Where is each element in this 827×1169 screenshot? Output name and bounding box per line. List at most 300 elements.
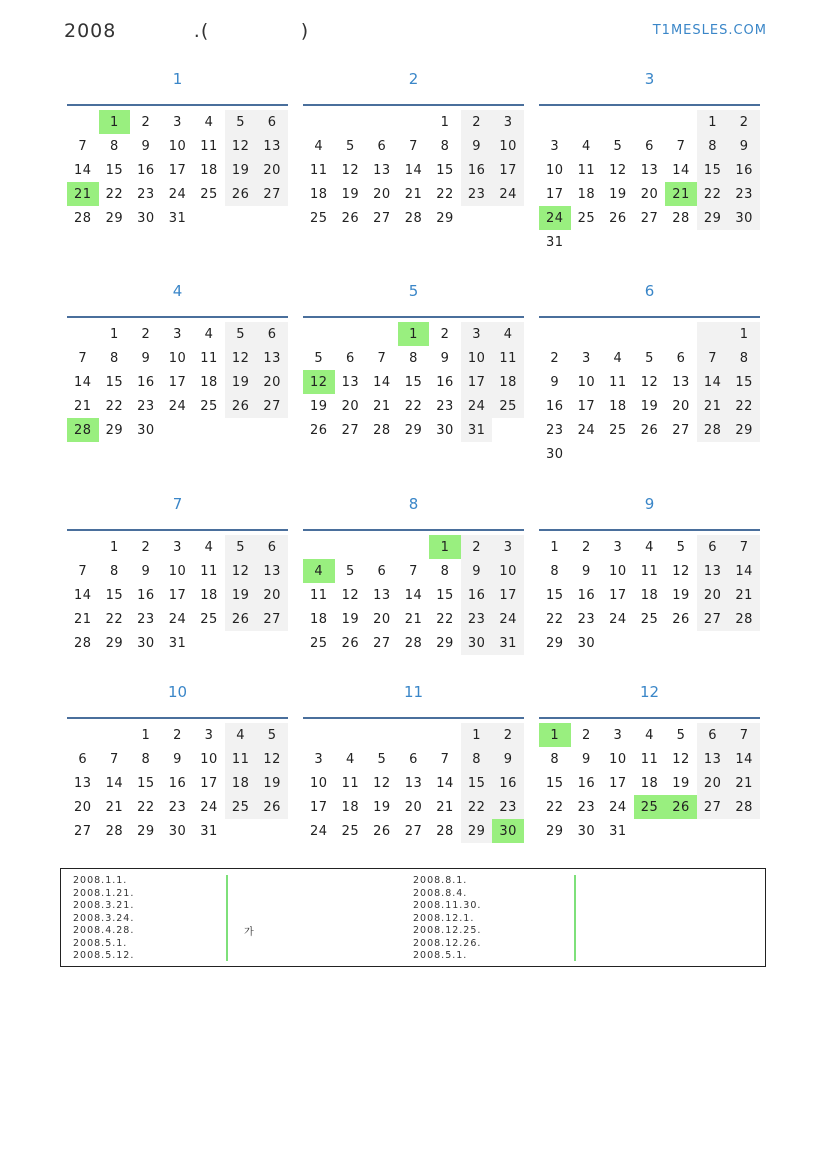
day-cell: 16	[461, 158, 493, 182]
day-cell: 30	[546, 446, 564, 462]
day-cell: 14	[672, 162, 690, 178]
day-cell: 16	[168, 775, 187, 791]
day-cell: 31	[168, 635, 187, 651]
day-cell: 5	[377, 751, 387, 767]
day-cell: 17	[168, 374, 187, 390]
day-cell: 28	[404, 635, 423, 651]
day-cell: 24	[200, 799, 218, 815]
empty-cell	[398, 110, 430, 134]
note-date: 2008.12.26.	[413, 937, 482, 949]
day-cell: 10	[168, 138, 187, 154]
day-cell: 30	[577, 635, 596, 651]
day-cell: 5	[256, 723, 288, 747]
day-cell: 19	[672, 587, 690, 603]
day-cell: 31	[200, 823, 218, 839]
day-cell: 17	[310, 799, 328, 815]
month-title: 11	[403, 683, 424, 701]
month-2	[303, 70, 524, 230]
day-cell: 5	[345, 563, 355, 579]
day-cell: 5	[613, 138, 623, 154]
week-row	[303, 110, 524, 134]
day-cell: 15	[436, 162, 454, 178]
day-cell: 2	[581, 539, 591, 555]
notes-middle-text: 가	[244, 927, 254, 938]
empty-cell	[728, 442, 760, 466]
week-row	[539, 583, 760, 607]
day-cell: 19	[341, 186, 360, 202]
day-cell: 9	[728, 134, 760, 158]
day-cell: 27	[341, 422, 360, 438]
day-cell: 21	[728, 771, 760, 795]
day-cell: 5	[676, 539, 686, 555]
week-row	[303, 723, 524, 747]
week-row	[303, 182, 524, 206]
empty-cell	[303, 535, 335, 559]
month-11	[303, 683, 524, 843]
week-row	[539, 723, 760, 747]
day-cell: 28	[436, 823, 454, 839]
day-cell: 1	[440, 114, 450, 130]
day-cell: 11	[310, 587, 328, 603]
day-cell: 17	[546, 186, 564, 202]
day-cell: 2	[440, 326, 450, 342]
day-cell: 11	[341, 775, 360, 791]
day-cell: 11	[225, 747, 257, 771]
day-cell: 30	[436, 422, 454, 438]
day-cell: 29	[105, 210, 124, 226]
day-cell: 25	[341, 823, 360, 839]
day-cell: 21	[697, 394, 729, 418]
day-cell: 16	[577, 775, 596, 791]
day-cell: 22	[436, 611, 454, 627]
day-cell: 1	[398, 322, 430, 346]
day-cell: 20	[373, 611, 391, 627]
day-cell: 27	[256, 394, 288, 418]
day-cell: 25	[200, 611, 218, 627]
day-cell: 11	[200, 350, 218, 366]
day-cell: 1	[697, 110, 729, 134]
day-cell: 7	[409, 138, 418, 154]
day-cell: 10	[609, 751, 627, 767]
day-cell: 12	[672, 563, 690, 579]
week-row	[303, 535, 524, 559]
week-row	[303, 607, 524, 631]
day-cell: 31	[492, 631, 524, 655]
day-cell: 3	[613, 539, 623, 555]
day-cell: 21	[74, 611, 92, 627]
day-cell: 29	[697, 206, 729, 230]
day-cell: 26	[640, 422, 659, 438]
month-9	[539, 495, 760, 655]
month-5	[303, 282, 524, 442]
day-cell: 18	[200, 374, 218, 390]
empty-cell	[193, 631, 225, 655]
empty-cell	[492, 206, 524, 230]
day-cell: 13	[404, 775, 423, 791]
day-cell: 31	[461, 418, 493, 442]
day-cell: 15	[728, 370, 760, 394]
day-cell: 26	[256, 795, 288, 819]
week-row	[67, 771, 288, 795]
day-cell: 15	[105, 587, 124, 603]
empty-cell	[67, 723, 99, 747]
day-cell: 21	[74, 398, 92, 414]
day-cell: 1	[109, 539, 119, 555]
day-cell: 14	[404, 162, 423, 178]
day-cell: 13	[341, 374, 360, 390]
note-date: 2008.5.1.	[73, 937, 128, 949]
day-cell: 18	[200, 587, 218, 603]
day-cell: 3	[581, 350, 591, 366]
week-row	[303, 370, 524, 394]
empty-cell	[665, 442, 697, 466]
day-cell: 28	[404, 210, 423, 226]
day-cell: 17	[609, 775, 627, 791]
note-date: 2008.11.30.	[413, 900, 482, 911]
day-cell: 9	[141, 350, 151, 366]
day-cell: 6	[256, 110, 288, 134]
holiday-notes-box	[60, 868, 766, 967]
month-rule	[303, 529, 524, 531]
day-cell: 17	[609, 587, 627, 603]
day-cell: 19	[225, 370, 257, 394]
week-row	[539, 322, 760, 346]
month-title: 4	[172, 282, 183, 300]
day-cell: 2	[581, 727, 591, 743]
month-rule	[303, 717, 524, 719]
day-cell: 18	[492, 370, 524, 394]
month-rule	[67, 717, 288, 719]
day-cell: 7	[78, 138, 88, 154]
day-cell: 22	[105, 611, 124, 627]
week-row	[67, 631, 288, 655]
day-cell: 8	[697, 134, 729, 158]
day-cell: 15	[546, 587, 564, 603]
day-cell: 6	[409, 751, 418, 767]
empty-cell	[697, 819, 729, 843]
empty-cell	[728, 230, 760, 254]
brand-logo-text[interactable]: T1MESLES.COM	[652, 23, 767, 38]
day-cell: 18	[310, 186, 328, 202]
day-cell: 21	[728, 583, 760, 607]
day-cell: 18	[577, 186, 596, 202]
empty-cell	[366, 723, 398, 747]
day-cell: 4	[613, 350, 623, 366]
empty-cell	[366, 535, 398, 559]
day-cell: 1	[429, 535, 461, 559]
month-rule	[539, 529, 760, 531]
empty-cell	[634, 230, 666, 254]
day-cell: 8	[550, 751, 560, 767]
day-cell: 30	[168, 823, 187, 839]
day-cell: 15	[404, 374, 423, 390]
day-cell: 12	[672, 751, 690, 767]
week-row	[539, 771, 760, 795]
empty-cell	[571, 110, 603, 134]
day-cell: 30	[577, 823, 596, 839]
day-cell: 6	[697, 723, 729, 747]
month-title: 10	[167, 683, 188, 701]
day-cell: 30	[461, 631, 493, 655]
day-cell: 9	[581, 563, 591, 579]
day-cell: 10	[546, 162, 564, 178]
empty-cell	[366, 322, 398, 346]
day-cell: 6	[676, 350, 686, 366]
month-title: 7	[172, 495, 183, 513]
day-cell: 21	[404, 611, 423, 627]
week-row	[539, 158, 760, 182]
day-cell: 26	[341, 210, 360, 226]
day-cell: 22	[697, 182, 729, 206]
day-cell: 28	[105, 823, 124, 839]
day-cell: 20	[672, 398, 690, 414]
day-cell: 10	[492, 559, 524, 583]
day-cell: 17	[492, 583, 524, 607]
day-cell: 10	[461, 346, 493, 370]
day-cell: 29	[436, 635, 454, 651]
month-6	[539, 282, 760, 466]
day-cell: 8	[440, 138, 450, 154]
month-title: 5	[408, 282, 419, 300]
day-cell: 19	[341, 611, 360, 627]
empty-cell	[303, 110, 335, 134]
day-cell: 26	[310, 422, 328, 438]
day-cell: 16	[577, 587, 596, 603]
empty-cell	[256, 206, 288, 230]
day-cell: 8	[141, 751, 151, 767]
day-cell: 27	[640, 210, 659, 226]
day-cell: 29	[461, 819, 493, 843]
day-cell: 15	[105, 162, 124, 178]
day-cell: 1	[99, 110, 131, 134]
day-cell: 24	[168, 398, 187, 414]
day-cell: 5	[345, 138, 355, 154]
day-cell: 1	[728, 322, 760, 346]
week-row	[539, 346, 760, 370]
day-cell: 29	[546, 635, 564, 651]
day-cell: 1	[550, 539, 560, 555]
day-cell: 17	[492, 158, 524, 182]
day-cell: 12	[225, 559, 257, 583]
day-cell: 13	[373, 162, 391, 178]
day-cell: 15	[461, 771, 493, 795]
day-cell: 7	[109, 751, 119, 767]
day-cell: 1	[539, 723, 571, 747]
week-row	[67, 134, 288, 158]
day-cell: 6	[78, 751, 88, 767]
empty-cell	[665, 631, 697, 655]
empty-cell	[634, 322, 666, 346]
day-cell: 28	[74, 210, 92, 226]
week-row	[303, 134, 524, 158]
empty-cell	[728, 631, 760, 655]
empty-cell	[256, 418, 288, 442]
week-row	[303, 771, 524, 795]
day-cell: 7	[728, 535, 760, 559]
day-cell: 4	[645, 727, 654, 743]
day-cell: 13	[256, 346, 288, 370]
day-cell: 3	[204, 727, 214, 743]
day-cell: 21	[665, 182, 697, 206]
day-cell: 5	[225, 110, 257, 134]
day-cell: 20	[404, 799, 423, 815]
week-row	[303, 206, 524, 230]
day-cell: 25	[634, 795, 666, 819]
day-cell: 1	[461, 723, 493, 747]
day-cell: 4	[645, 539, 654, 555]
month-7	[67, 495, 288, 655]
note-date: 2008.1.21.	[73, 887, 135, 899]
empty-cell	[67, 322, 99, 346]
day-cell: 2	[173, 727, 182, 743]
month-3	[539, 70, 760, 254]
empty-cell	[665, 322, 697, 346]
day-cell: 30	[492, 819, 524, 843]
day-cell: 16	[436, 374, 454, 390]
day-cell: 28	[697, 418, 729, 442]
day-cell: 5	[225, 322, 257, 346]
day-cell: 27	[672, 422, 690, 438]
empty-cell	[225, 631, 257, 655]
month-title: 1	[172, 70, 183, 88]
empty-cell	[67, 110, 99, 134]
week-row	[539, 795, 760, 819]
day-cell: 26	[225, 607, 257, 631]
day-cell: 2	[492, 723, 524, 747]
day-cell: 7	[78, 563, 88, 579]
day-cell: 10	[310, 775, 328, 791]
day-cell: 23	[461, 182, 493, 206]
week-row	[539, 230, 760, 254]
day-cell: 13	[697, 747, 729, 771]
day-cell: 4	[345, 751, 355, 767]
day-cell: 27	[373, 210, 391, 226]
day-cell: 17	[577, 398, 596, 414]
month-title: 3	[644, 70, 655, 88]
note-date: 2008.12.1.	[413, 912, 475, 924]
week-row	[67, 394, 288, 418]
day-cell: 8	[109, 563, 119, 579]
day-cell: 3	[314, 751, 324, 767]
day-cell: 6	[377, 138, 387, 154]
empty-cell	[225, 819, 257, 843]
day-cell: 23	[546, 422, 564, 438]
day-cell: 9	[550, 374, 560, 390]
day-cell: 14	[74, 374, 92, 390]
day-cell: 3	[461, 322, 493, 346]
day-cell: 28	[373, 422, 391, 438]
day-cell: 25	[640, 611, 659, 627]
day-cell: 25	[577, 210, 596, 226]
week-row	[67, 322, 288, 346]
day-cell: 4	[314, 138, 324, 154]
day-cell: 6	[256, 322, 288, 346]
day-cell: 9	[581, 751, 591, 767]
note-date: 2008.8.1.	[413, 875, 468, 886]
day-cell: 8	[109, 138, 119, 154]
note-date: 2008.4.28.	[73, 925, 135, 936]
week-row	[67, 182, 288, 206]
week-row	[67, 535, 288, 559]
day-cell: 26	[341, 635, 360, 651]
page-title: 2008 .( )	[64, 20, 310, 42]
day-cell: 14	[728, 559, 760, 583]
day-cell: 22	[105, 398, 124, 414]
day-cell: 7	[377, 350, 387, 366]
day-cell: 23	[577, 611, 596, 627]
day-cell: 15	[105, 374, 124, 390]
day-cell: 24	[492, 182, 524, 206]
empty-cell	[571, 442, 603, 466]
day-cell: 22	[461, 795, 493, 819]
empty-cell	[634, 631, 666, 655]
day-cell: 7	[676, 138, 686, 154]
day-cell: 27	[697, 607, 729, 631]
day-cell: 14	[105, 775, 124, 791]
day-cell: 23	[461, 607, 493, 631]
day-cell: 27	[256, 607, 288, 631]
day-cell: 26	[672, 611, 690, 627]
day-cell: 4	[303, 559, 335, 583]
note-date: 2008.12.25.	[413, 925, 482, 936]
day-cell: 9	[141, 138, 151, 154]
day-cell: 3	[173, 539, 182, 555]
week-row	[303, 819, 524, 843]
day-cell: 20	[74, 799, 92, 815]
week-row	[67, 206, 288, 230]
day-cell: 3	[173, 326, 182, 342]
day-cell: 2	[141, 326, 151, 342]
day-cell: 19	[225, 158, 257, 182]
week-row	[67, 795, 288, 819]
day-cell: 8	[409, 350, 418, 366]
empty-cell	[335, 110, 367, 134]
day-cell: 20	[640, 186, 659, 202]
day-cell: 12	[256, 747, 288, 771]
day-cell: 10	[200, 751, 218, 767]
day-cell: 20	[256, 370, 288, 394]
day-cell: 18	[341, 799, 360, 815]
day-cell: 22	[436, 186, 454, 202]
day-cell: 22	[546, 611, 564, 627]
day-cell: 24	[609, 799, 627, 815]
day-cell: 16	[137, 162, 155, 178]
day-cell: 8	[109, 350, 119, 366]
day-cell: 23	[492, 795, 524, 819]
day-cell: 9	[141, 563, 151, 579]
day-cell: 2	[461, 535, 493, 559]
day-cell: 19	[609, 186, 627, 202]
day-cell: 4	[204, 539, 214, 555]
day-cell: 30	[728, 206, 760, 230]
empty-cell	[539, 322, 571, 346]
day-cell: 26	[609, 210, 627, 226]
day-cell: 16	[492, 771, 524, 795]
week-row	[303, 346, 524, 370]
day-cell: 21	[105, 799, 124, 815]
day-cell: 29	[105, 422, 124, 438]
week-row	[67, 418, 288, 442]
day-cell: 13	[256, 559, 288, 583]
day-cell: 14	[373, 374, 391, 390]
month-4	[67, 282, 288, 442]
day-cell: 16	[546, 398, 564, 414]
day-cell: 22	[137, 799, 155, 815]
day-cell: 7	[728, 723, 760, 747]
day-cell: 29	[105, 635, 124, 651]
empty-cell	[602, 230, 634, 254]
day-cell: 14	[697, 370, 729, 394]
